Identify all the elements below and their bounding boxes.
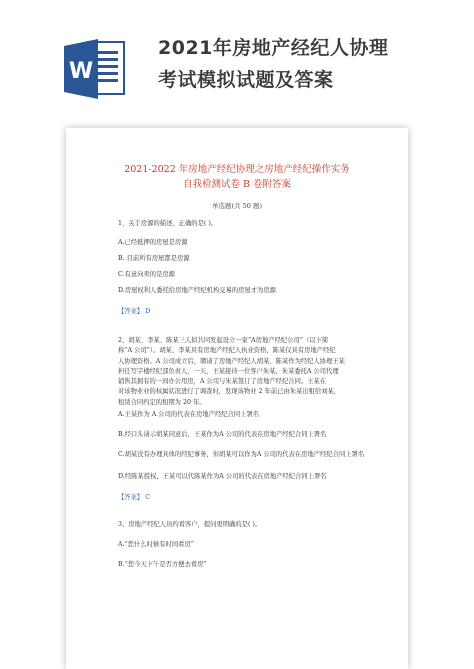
question-3-option-a: A.“您什么时候有时间看房” bbox=[118, 541, 194, 548]
question-1-option-a: A.已经抵押的房屋是房源 bbox=[118, 239, 188, 246]
question-2-option-d: D.经陈某授权，王某可以代陈某作为A 公司的代表在房地产经纪合同上署名 bbox=[118, 473, 327, 480]
page-title bbox=[158, 32, 458, 96]
question-2-stem-line: 对该物业业的权属状况进行了调查时，发现该物业 2 年前已由朱某出租给刘某， bbox=[118, 388, 341, 396]
question-2-stem-line: 称“A 公司”）。胡某、李某具有房地产经纪人执业资格，陈某仅具有房地产经纪 bbox=[118, 347, 336, 355]
question-3-stem: 3、房地产经纪人员约看客户，提问更明确的是( )。 bbox=[118, 521, 262, 528]
doc-heading-line-1: 2021-2022 年房地产经纪协理之房地产经纪操作实务 bbox=[124, 164, 350, 175]
title-line-2: 考试模拟试题及答案 bbox=[158, 69, 334, 91]
document-preview bbox=[66, 128, 408, 669]
question-1-option-d: D.房屋权利人委托给房地产经纪机构交易的房屋才为房源 bbox=[118, 287, 276, 294]
question-2-stem-line: 销售其拥有的一间办公用房，A 公司与朱某签订了房地产经纪合同。王某在 bbox=[118, 378, 327, 386]
question-2-stem-line: 租赁合同约定的租期为 20 年。 bbox=[118, 398, 206, 406]
question-1-option-b: B. 目前所有房屋都是房源 bbox=[118, 255, 190, 262]
doc-heading-line-2: 自我检测试卷 B 卷附答案 bbox=[182, 179, 292, 190]
question-1-option-c: C.有意向卖的是房源 bbox=[118, 271, 175, 278]
title-line-1: 2021年房地产经纪人协理 bbox=[158, 37, 389, 59]
question-2-stem-line: 2、胡某、李某、陈某三人拟共同发起设立一家“A房地产经纪公司”（以下简 bbox=[118, 337, 329, 344]
question-2-stem-line: 人协理资格。A 公司成立后，聘请了房地产经纪人胡某、陈某作为经纪人协理王某 bbox=[118, 357, 345, 365]
word-document-icon bbox=[64, 36, 126, 102]
question-2-option-b: B.经口头请示胡某同意后，王某作为A 公司的代表在房地产经纪合同上署名 bbox=[118, 431, 327, 438]
question-2-option-a: A.王某作为 A 公司的代表在房地产经纪合同上署名 bbox=[118, 411, 260, 418]
question-3-option-b: B.“您今天下午是否方便去看房” bbox=[118, 561, 207, 568]
question-2-stem bbox=[118, 336, 370, 408]
question-1-answer: 【答案】 D bbox=[118, 308, 151, 315]
section-label: 单选题(共 50 题) bbox=[212, 202, 262, 210]
svg-text:W: W bbox=[68, 59, 94, 84]
question-2-answer: 【答案】 C bbox=[118, 494, 151, 501]
question-2-stem-line: 担任写字楼经纪部负责人，一天，王某接待一位客户朱某，朱某委托A 公司代理 bbox=[118, 367, 339, 375]
question-1-stem: 1、关于房源的描述，正确的是( )。 bbox=[118, 220, 218, 227]
question-2-option-c: C.胡某没有办理具体的经纪事务，但胡某可以作为A 公司的代表在房地产经纪合同上署名 bbox=[118, 451, 365, 458]
